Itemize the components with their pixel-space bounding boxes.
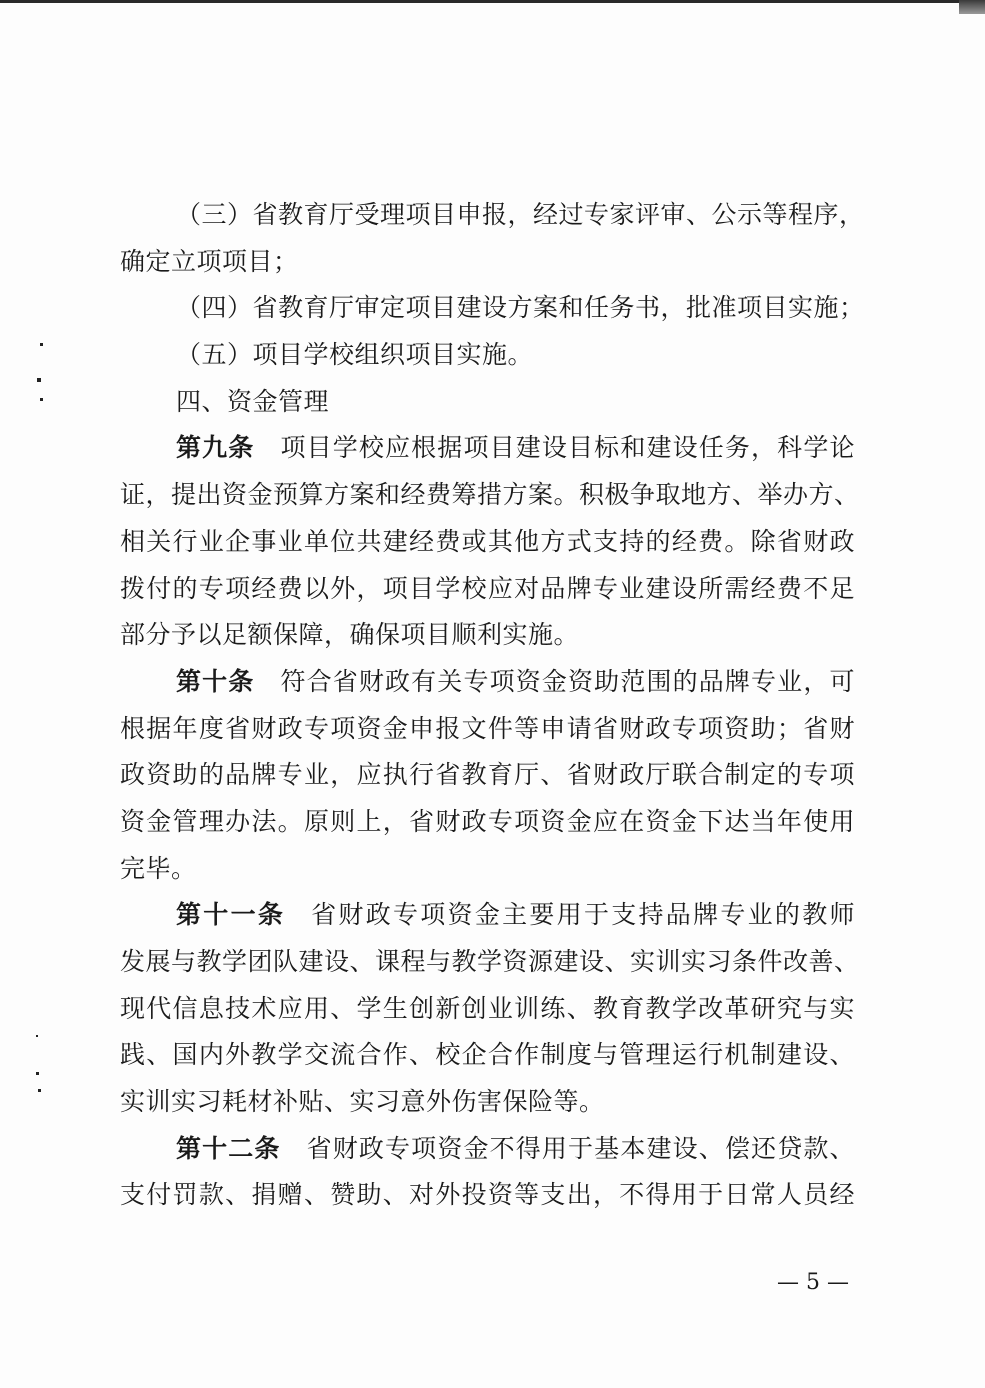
scan-top-edge — [0, 0, 985, 3]
text-line: 项目学校应根据项目建设目标和建设任务，科学论 — [280, 433, 855, 463]
text-line: 部分予以足额保障，确保项目顺利实施。 — [120, 620, 580, 650]
article-12-first-line — [120, 1126, 855, 1173]
text-line: 确定立项项目； — [120, 246, 299, 276]
article-9-first-line — [120, 425, 855, 472]
page-number: — 5 — — [777, 1270, 849, 1295]
scan-mark — [38, 1089, 41, 1092]
document-body — [120, 192, 865, 1219]
scan-corner-shadow — [959, 0, 985, 14]
text-line: （四）省教育厅审定项目建设方案和任务书，批准项目实施； — [176, 293, 865, 323]
scan-mark — [36, 1072, 39, 1075]
text-line: 践、国内外教学交流合作、校企合作制度与管理运行机制建设、 — [120, 1040, 855, 1070]
text-line: （三）省教育厅受理项目申报，经过专家评审、公示等程序， — [176, 200, 865, 229]
scan-mark — [37, 378, 41, 382]
text-line: 证，提出资金预算方案和经费筹措方案。积极争取地方、举办方、 — [120, 480, 860, 510]
article-11-first-line — [120, 892, 855, 939]
text-line: 根据年度省财政专项资金申报文件等申请省财政专项资助；省财 — [120, 713, 855, 743]
article-12-label: 第十二条 — [176, 1133, 281, 1163]
text-line: 支付罚款、捐赠、赞助、对外投资等支出，不得用于日常人员经 — [120, 1180, 855, 1210]
text-line: 资金管理办法。原则上，省财政专项资金应在资金下达当年使用 — [120, 806, 855, 836]
scan-mark — [40, 398, 43, 401]
text-line: 符合省财政有关专项资金资助范围的品牌专业，可 — [280, 666, 855, 696]
article-10-label: 第十条 — [176, 666, 255, 696]
text-line: 省财政专项资金不得用于基本建设、偿还贷款、 — [306, 1133, 855, 1163]
article-9-label: 第九条 — [176, 433, 255, 463]
text-line: 政资助的品牌专业，应执行省教育厅、省财政厅联合制定的专项 — [120, 760, 855, 790]
text-line: 完毕。 — [120, 853, 197, 883]
scan-mark — [36, 1035, 38, 1037]
article-11-label: 第十一条 — [176, 900, 286, 930]
text-line: 省财政专项资金主要用于支持品牌专业的教师 — [311, 900, 855, 930]
article-10-first-line — [120, 659, 855, 706]
text-line: 相关行业企事业单位共建经费或其他方式支持的经费。除省财政 — [120, 526, 855, 556]
text-line: 拨付的专项经费以外，项目学校应对品牌专业建设所需经费不足 — [120, 573, 855, 603]
text-line: （五）项目学校组织项目实施。 — [176, 340, 534, 370]
text-line: 现代信息技术应用、学生创新创业训练、教育教学改革研究与实 — [120, 993, 855, 1023]
scan-mark — [40, 343, 43, 346]
section-heading: 四、资金管理 — [176, 386, 330, 416]
text-line: 实训实习耗材补贴、实习意外伤害保险等。 — [120, 1087, 605, 1117]
text-line: 发展与教学团队建设、课程与教学资源建设、实训实习条件改善、 — [120, 947, 860, 976]
